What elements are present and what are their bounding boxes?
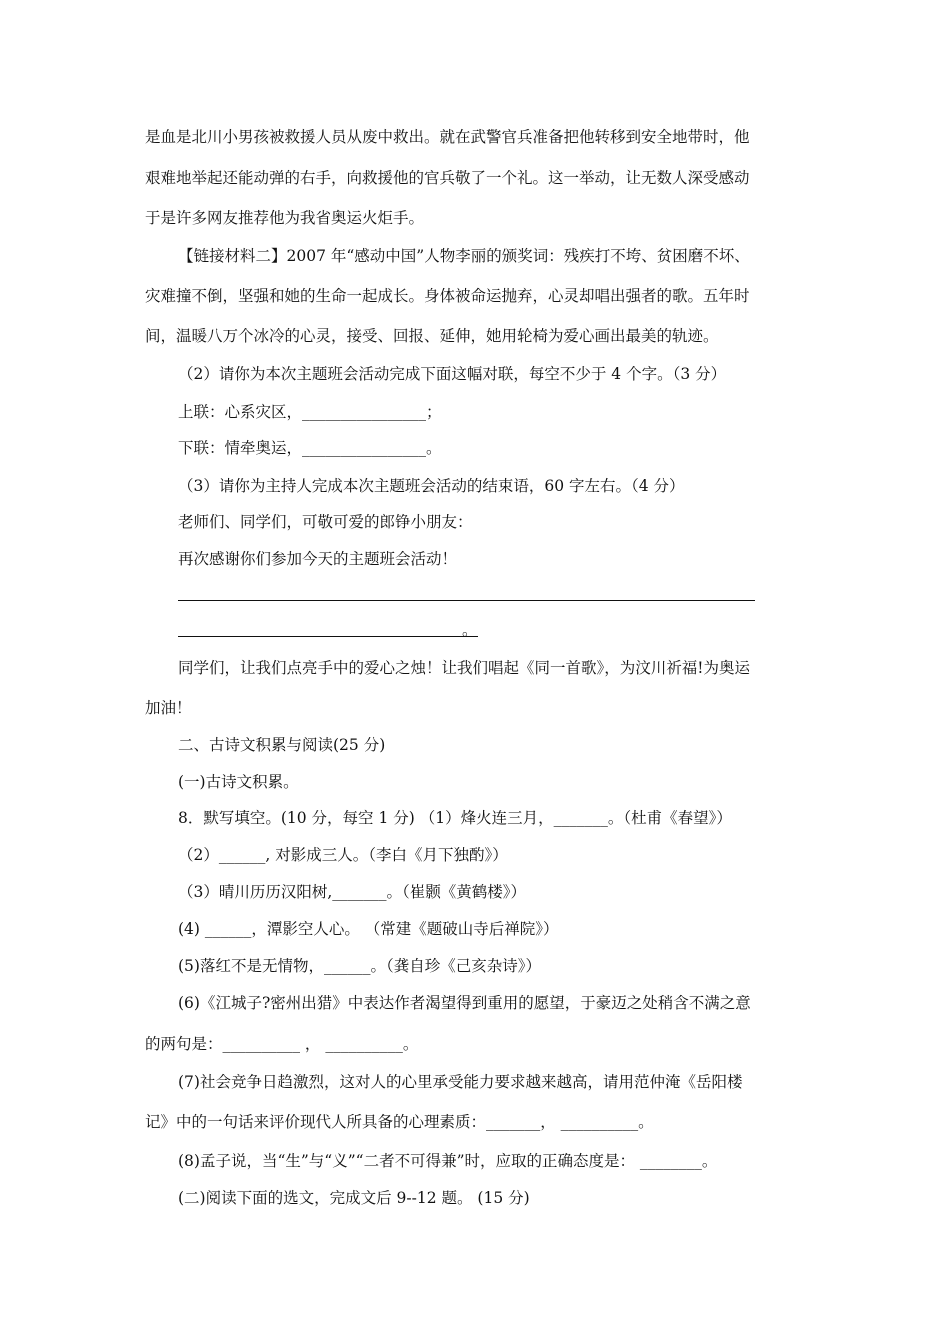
subsection-heading: (二)阅读下面的选文，完成文后 9--12 题。 (15 分) [178, 1189, 530, 1207]
question-line: (4) ______，潭影空人心。 （常建《题破山寺后禅院》） [178, 920, 559, 938]
answer-blank-line [178, 636, 478, 637]
question-line: 的两句是：__________ ， __________。 [145, 1035, 419, 1053]
paragraph-line: 间，温暖八万个冰冷的心灵，接受、回报、延伸，她用轮椅为爱心画出最美的轨迹。 [145, 327, 719, 345]
question-line: （2）请你为本次主题班会活动完成下面这幅对联，每空不少于 4 个字。（3 分） [178, 365, 727, 383]
question-line: (7)社会竞争日趋激烈，这对人的心里承受能力要求越来越高，请用范仲淹《岳阳楼 [178, 1073, 743, 1091]
question-line: (8)孟子说，当“生”与“义”“二者不可得兼”时，应取的正确态度是： ________。 [178, 1152, 718, 1170]
question-line: 8．默写填空。(10 分，每空 1 分) （1）烽火连三月，_______。（杜甫《春望》） [178, 809, 732, 827]
paragraph-line: 灾难撞不倒，坚强和她的生命一起成长。身体被命运抛弃，心灵却唱出强者的歌。五年时 [145, 287, 750, 305]
paragraph-line: 【链接材料二】2007 年“感动中国”人物李丽的颁奖词：残疾打不垮、贫困磨不坏、 [178, 247, 750, 265]
answer-period: 。 [462, 621, 478, 639]
question-line: (5)落红不是无情物，______。（龚自珍《己亥杂诗》） [178, 957, 541, 975]
question-line: （3）请你为主持人完成本次主题班会活动的结束语，60 字左右。（4 分） [178, 477, 685, 495]
couplet-lower-line: 下联：情牵奥运，________________。 [178, 439, 442, 457]
question-line: 记》中的一句话来评价现代人所具备的心理素质：_______， __________。 [145, 1113, 654, 1131]
question-line: （2）______, 对影成三人。（李白《月下独酌》） [178, 846, 508, 864]
paragraph-line: 于是许多网友推荐他为我省奥运火炬手。 [145, 209, 425, 227]
paragraph-line: 是血是北川小男孩被救援人员从废中救出。就在武警官兵准备把他转移到安全地带时，他 [145, 128, 750, 146]
question-line: (6)《江城子?密州出猎》中表达作者渴望得到重用的愿望，于豪迈之处稍含不满之意 [178, 994, 751, 1012]
paragraph-line: 再次感谢你们参加今天的主题班会活动！ [178, 550, 458, 568]
paragraph-line: 艰难地举起还能动弹的右手，向救援他的官兵敬了一个礼。这一举动，让无数人深受感动 [145, 169, 750, 187]
paragraph-line: 老师们、同学们，可敬可爱的郎铮小朋友： [178, 513, 473, 531]
paragraph-line: 同学们，让我们点亮手中的爱心之烛！让我们唱起《同一首歌》，为汶川祈福!为奥运 [178, 659, 750, 677]
couplet-upper-line: 上联：心系灾区，________________； [178, 403, 442, 421]
section-heading: 二、古诗文积累与阅读(25 分) [178, 736, 386, 754]
subsection-heading: (一)古诗文积累。 [178, 773, 299, 791]
question-line: （3）晴川历历汉阳树,_______。（崔颢《黄鹤楼》） [178, 883, 527, 901]
paragraph-line: 加油！ [145, 699, 192, 717]
answer-blank-line [178, 600, 755, 601]
